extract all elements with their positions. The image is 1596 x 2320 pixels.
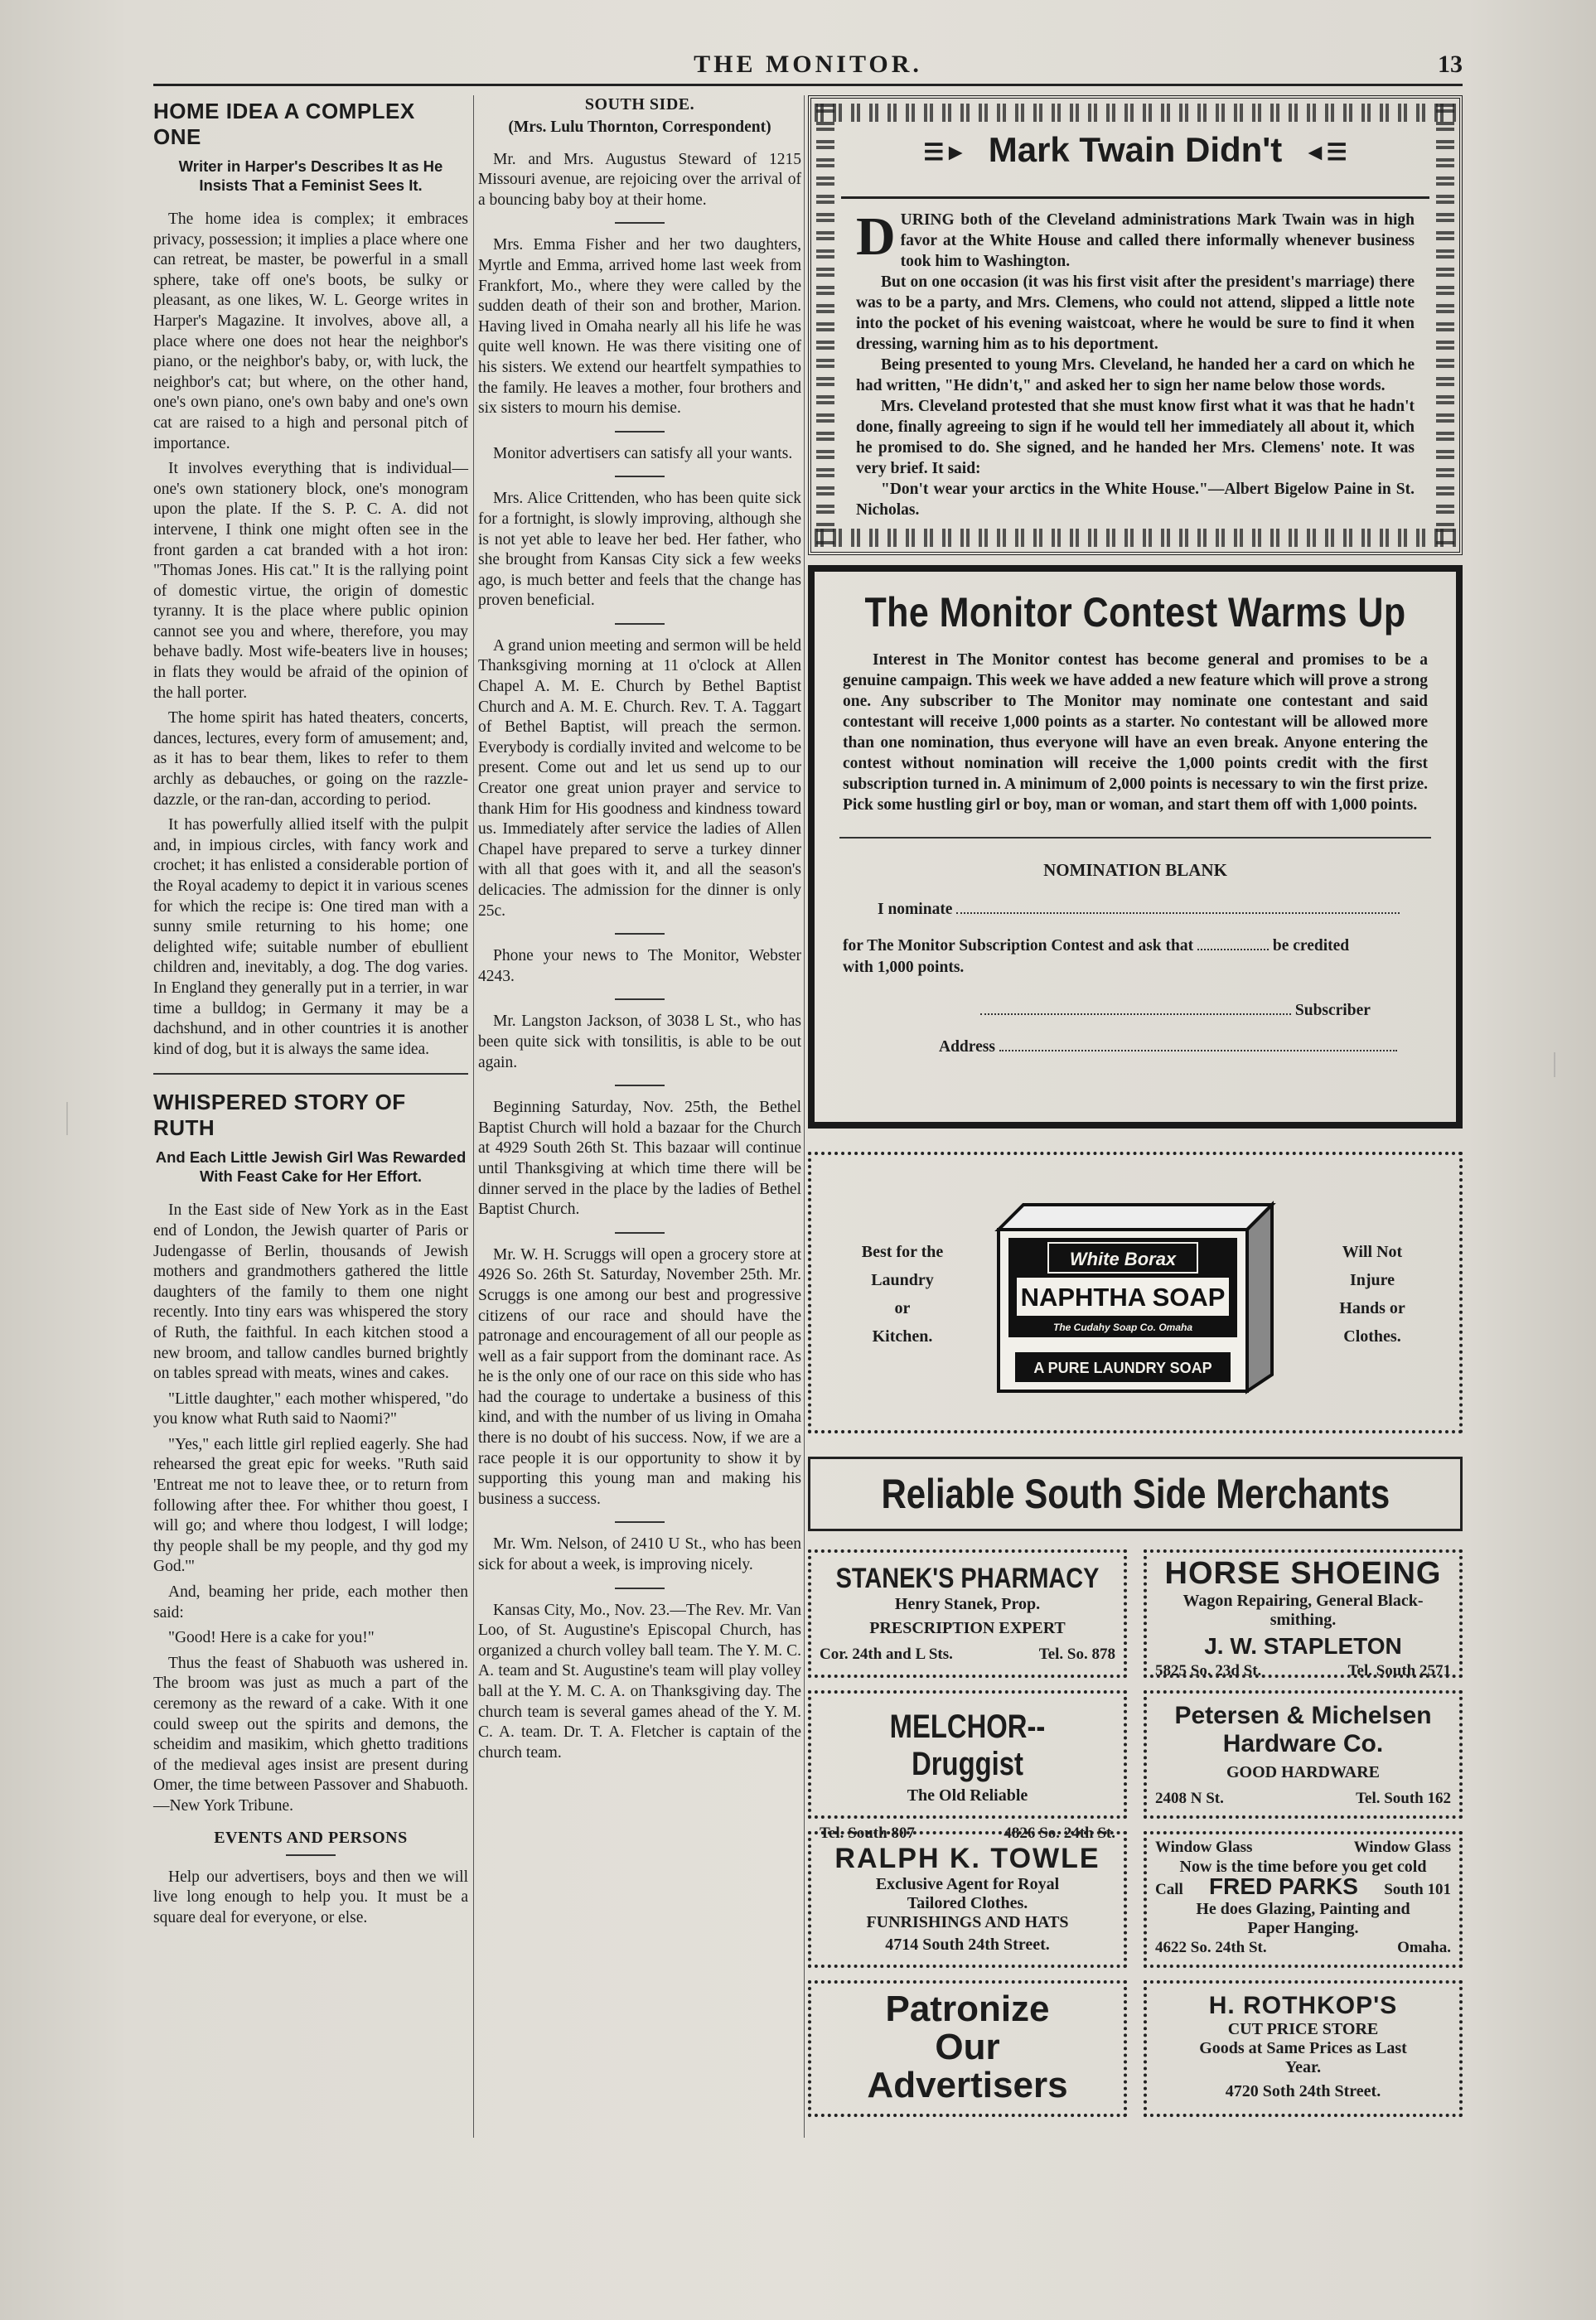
ad-patronize	[808, 1980, 1127, 2117]
merchant-ads-grid	[808, 1549, 1463, 2179]
masthead	[153, 46, 1463, 86]
paragraph: "Yes," each little girl replied eagerly. She had rehearsed the great epic for weeks. "Ruth said 'Entreat me not to leave thee, or to return from following after thee. For whither thou goest, I will go; and where thou lodgest, I will lodge; thy people shall be my people, and thy god my God.'"	[153, 1435, 468, 1576]
news-item: Kansas City, Mo., Nov. 23.—The Rev. Mr. Van Loo, of St. Augustine's Episcopal Church, has organized a church volley ball team. The Y. M. C. A. team and St. Augustine's team will play volley ball at the Y. M. C. A. on Thanksgiving day. The church team is several games ahead of the Y. M. C. A. team. Dr. T. A. Fletcher is captain of the church team.	[478, 1601, 801, 1762]
ad-line: Paper Hanging.	[1247, 1919, 1359, 1937]
tagline: A PURE LAUNDRY SOAP	[1033, 1360, 1212, 1376]
box-top-face	[999, 1205, 1272, 1230]
chain-border-ornament	[816, 104, 834, 547]
ad-h-rothkop	[1144, 1980, 1463, 2117]
subscriber-blank[interactable]	[980, 1013, 1291, 1015]
ad-proprietor: J. W. STAPLETON	[1204, 1633, 1402, 1659]
divider	[615, 1521, 665, 1523]
ad-address: 4720 Soth 24th Street.	[1225, 2082, 1381, 2100]
paragraph: "Don't wear your arctics in the White House."—Albert Bigelow Paine in St. Nicholas.	[856, 481, 1415, 519]
ad-telephone: South 101	[1384, 1881, 1451, 1898]
news-item: Mr. and Mrs. Augustus Steward of 1215 Missouri avenue, are rejoicing over the arrival of a bouncing baby boy at their home.	[478, 150, 801, 209]
paragraph: Being presented to young Mrs. Cleveland, he handed her a card on which he had written, "He didn't," and asked her to sign her name below those words.	[856, 356, 1415, 394]
soap-box-illustration	[990, 1196, 1280, 1395]
soap-advertisement	[808, 1152, 1463, 1433]
ad-line: Year.	[1284, 2058, 1322, 2076]
ad-telephone: Tel. South 162	[1356, 1790, 1451, 1807]
ad-petersen-michelsen	[1144, 1690, 1463, 1819]
ad-row	[811, 1645, 1124, 1665]
nomination-blank-title: NOMINATION BLANK	[1043, 860, 1227, 880]
ad-line: Exclusive Agent for Royal	[875, 1875, 1060, 1893]
divider	[615, 431, 665, 433]
column-rule	[473, 95, 474, 2138]
ad-fred-parks	[1144, 1831, 1463, 1968]
ad-telephone: Tel. South 2571	[1347, 1662, 1451, 1680]
divider	[615, 623, 665, 625]
address-row	[815, 1038, 1456, 1056]
paragraph: Help our advertisers, boys and then we will live long enough to help you. It must be a square deal for everyone, or else.	[153, 1868, 468, 1926]
ad-row	[1147, 1661, 1459, 1681]
ad-line: Window Glass	[1353, 1839, 1451, 1856]
paragraph: Mrs. Cleveland protested that she must know first what it was that he hadn't done, finally agreeing to sign if he would tell her immediately all about it, which he promised to do. She signed, and he handed her Mrs. Clemens' note. It was very brief. It said:	[856, 398, 1415, 477]
divider	[841, 196, 1429, 199]
paragraph: It involves everything that is individual—one's own stationery block, one's monogram upon the plate. If the S. P. C. A. did not intervene, I think one might often see in the front garden a cat branded with a hot iron: "Thomas Jones. His cat." It is the rallying point of domestic virtue, the origin of domestic tyranny. It is the place where public opinion cannot see you and where, therefore, you may behave badly. Most wife-beaters live in houses; in flats they would be afraid of the opinion of the hall porter.	[153, 460, 468, 702]
headline-events: EVENTS AND PERSONS	[214, 1828, 408, 1847]
paragraph: The home idea is complex; it embraces privacy, possession; it implies a place where one can retreat, be master, be powerful in a small sphere, take off one's boots, be sulky or pleasant, as one likes, W. L. George writes in Harper's Magazine. It involves, above all, a place where one does not hear the neighbor's piano, or the neighbor's baby, or, with luck, the neighbor's cat; but where, on the other hand, one's own piano, one's own baby and one's own cat are raised to a high and personal pitch of importance.	[153, 210, 468, 452]
page-number: 13	[1438, 51, 1463, 78]
divider	[615, 476, 665, 477]
ad-line: Injure	[1349, 1271, 1395, 1289]
contest-box	[808, 565, 1463, 1129]
merchants-heading-text: Reliable South Side Merchants	[881, 1471, 1390, 1517]
ornament-icon: ◄☰	[1303, 139, 1347, 166]
ad-name: RALPH K. TOWLE	[834, 1843, 1100, 1874]
contest-title: The Monitor Contest Warms Up	[864, 589, 1406, 636]
scan-mark	[1554, 1052, 1555, 1077]
paragraph: But on one occasion (it was his first visit after the president's marriage) there was to be a party, and Mrs. Clemens, who could not attend, slipped a little note into the pocket of his evening waistcoat, where he would be sure to find it when dressing, warning him as to his deportment.	[856, 273, 1415, 353]
deck-ruth: And Each Little Jewish Girl Was Rewarded With Feast Cake for Her Effort.	[155, 1148, 467, 1186]
ad-line: Laundry	[871, 1271, 934, 1289]
byline: (Mrs. Lulu Thornton, Correspondent)	[508, 118, 771, 136]
twain-title-text: Mark Twain Didn't	[988, 130, 1283, 169]
credited-label: be credited	[1272, 937, 1350, 955]
soap-left-copy	[836, 1238, 969, 1351]
paragraph: And, beaming her pride, each mother then said:	[153, 1583, 468, 1622]
ad-melchor-druggist	[808, 1690, 1127, 1842]
nominate-label: I nominate	[878, 901, 953, 918]
ad-line: Our	[935, 2027, 1000, 2067]
ad-name: MELCHOR--Druggist	[889, 1709, 1046, 1782]
ad-line: Kitchen.	[872, 1327, 933, 1346]
ornament-icon: ☰►	[923, 139, 968, 166]
ad-line: He does Glazing, Painting and	[1196, 1900, 1410, 1918]
ad-telephone: Tel. South 807	[820, 1825, 915, 1842]
news-item: Mrs. Alice Crittenden, who has been quite sick for a fortnight, is slowly improving, although she is not yet able to leave her bed. Her father, who she brought from Kansas City sick a few weeks ago, is much better and feels that the change has proven beneficial.	[478, 490, 801, 610]
paragraph: "Little daughter," each mother whispered, "do you know what Ruth said to Naomi?"	[153, 1390, 468, 1428]
ad-staneks-pharmacy	[808, 1549, 1127, 1678]
ad-address: 2408 N St.	[1155, 1790, 1224, 1807]
ad-line: Tailored Clothes.	[907, 1894, 1028, 1912]
merchants-heading	[808, 1457, 1463, 1531]
column-1	[153, 95, 468, 2142]
paragraph: It has powerfully allied itself with the pulpit and, in impious circles, with fancy work and crochet; it has enlisted a considerable portion of the Royal academy to depict it in various scenes for which the recipe is: One tired man with a sunny smile returning to his home; one delighted wife; suitable number of ebullient children and, inevitably, a dog. The dog varies. In England they generally put in a terrier, in war time a bulldog; in Germany it may be a dachshund, and in other countries it is another kind of dog, but it is always the same idea.	[153, 816, 468, 1058]
ad-line: CUT PRICE STORE	[1227, 2020, 1379, 2038]
brand-main: NAPHTHA SOAP	[1020, 1283, 1226, 1312]
scan-mark	[66, 1102, 68, 1135]
divider	[615, 933, 665, 935]
divider	[615, 1232, 665, 1234]
credit-blank[interactable]	[1197, 949, 1269, 950]
divider	[153, 1073, 468, 1075]
points-label: with 1,000 points.	[843, 959, 965, 976]
ad-line: FUNRISHINGS AND HATS	[866, 1913, 1069, 1931]
ad-line: Window Glass	[1155, 1839, 1253, 1856]
ad-line: Call	[1155, 1881, 1183, 1898]
ad-line: Wagon Repairing, General Black-	[1182, 1592, 1424, 1610]
paragraph: In the East side of New York as in the East end of London, the Jewish quarter of Paris or Judengasse of Berlin, thousands of Jewish mothers and grandmothers gathered the little daughters of the family to them one night recently. Into tiny ears was whispered the story of Ruth, the faithful. In each kitchen stood a new broom, and tallow candles burned brightly on tables spread with meats, wines and cakes.	[153, 1201, 468, 1383]
brand-top: White Borax	[1069, 1249, 1177, 1269]
chain-border-ornament	[815, 104, 1456, 122]
ad-address: 4622 So. 24th St.	[1155, 1939, 1267, 1956]
paragraph-text: URING both of the Cleveland administrations Mark Twain was in high favor at the White House and called there informally whenever business took him to Washington.	[900, 211, 1415, 270]
column-rule	[804, 95, 805, 2138]
news-item: A grand union meeting and sermon will be held Thanksgiving morning at 11 o'clock at Allen Chapel A. M. E. Church by Bethel Baptist Church and A. M. E. Church. Rev. T. A. Taggart of Bethel Baptist, will preach the sermon. Everybody is cordially invited and welcome to be present. Come out and let us send up to our Creator one great union prayer and service to thank Him for His goodness and kindness toward us. Immediately after service the ladies of Allen Chapel have prepared to serve a turkey dinner with all that goes with it, and all the season's delicacies. The admission for the dinner is only 25c.	[478, 636, 801, 920]
ad-address: Cor. 24th and L Sts.	[820, 1646, 953, 1663]
ad-line: Henry Stanek, Prop.	[894, 1595, 1041, 1613]
drop-cap: D	[856, 206, 896, 267]
chain-border-ornament	[1436, 104, 1454, 547]
ad-line: Best for the	[861, 1243, 944, 1261]
news-item: Phone your news to The Monitor, Webster 4243.	[478, 947, 801, 985]
subscriber-label: Subscriber	[1294, 1002, 1371, 1019]
ad-line: Hands or	[1339, 1299, 1405, 1317]
ad-name: Petersen & Michelsen	[1174, 1702, 1432, 1729]
nominee-blank[interactable]	[956, 912, 1400, 914]
soap-right-copy	[1310, 1238, 1434, 1351]
mark-twain-box	[808, 95, 1463, 555]
ad-name: Hardware Co.	[1222, 1730, 1384, 1757]
maker-name: The Cudahy Soap Co. Omaha	[1052, 1322, 1193, 1333]
ad-line: GOOD HARDWARE	[1226, 1763, 1380, 1781]
ad-line: Now is the time before you get cold	[1179, 1858, 1427, 1876]
ad-line: Will Not	[1342, 1243, 1403, 1261]
for-row	[815, 937, 1456, 955]
headline-home-idea: HOME IDEA A COMPLEX ONE	[153, 99, 415, 149]
divider	[615, 1085, 665, 1086]
ad-line: The Old Reliable	[907, 1786, 1028, 1805]
paragraph: Thus the feast of Shabuoth was ushered in. The broom was just as much a part of the ceremony as the reward of a cake. With it one could sweep out the spirits and demons, the scheidim and masikim, which ghetto traditions of the medieval ages insist are present during Omer, the time between Passover and Shabuoth.—New York Tribune.	[153, 1654, 468, 1815]
column-3	[808, 95, 1463, 2142]
subscriber-row	[815, 1002, 1456, 1020]
ad-name: FRED PARKS	[1209, 1873, 1358, 1899]
news-item: Mr. Wm. Nelson, of 2410 U St., who has been sick for about a week, is improving nicely.	[478, 1535, 801, 1574]
paragraph: The home spirit has hated theaters, concerts, dances, lectures, every form of amusement; and, as it has to bear them, likes to refer to them archly as debauches, or going on the razzle-dazzle, or the ran-dan, according to period.	[153, 709, 468, 809]
ad-telephone: Tel. So. 878	[1038, 1646, 1115, 1663]
section-heading-south-side: SOUTH SIDE.	[584, 95, 695, 114]
twain-title	[841, 130, 1429, 188]
paragraph: Interest in The Monitor contest has become general and promises to be a genuine campaign. This week we have added a new feature which will prove a strong one. Any subscriber to The Monitor may nominate one contestant and said contestant will receive 1,000 points as a starter. No contestant will be allowed more than one nomination, thus everyone will have an even break. Anyone entering the contest without nomination will receive the 1,000 points credit with the first subscription turned in. A minimum of 2,000 points is necessary to win the first prize. Pick some hustling girl or boy, man or woman, and start them off with 1,000 points.	[843, 651, 1428, 814]
divider	[615, 998, 665, 1000]
news-item: Monitor advertisers can satisfy all your wants.	[493, 444, 793, 462]
chain-border-ornament	[815, 529, 1456, 547]
news-item: Mr. Langston Jackson, of 3038 L St., who has been quite sick with tonsilitis, is able to be out again.	[478, 1013, 801, 1071]
ad-line: Patronize	[885, 1989, 1050, 2029]
ad-line: Advertisers	[867, 2065, 1068, 2105]
ad-row	[1147, 1789, 1459, 1809]
ad-row	[1147, 1838, 1459, 1858]
address-label: Address	[939, 1038, 995, 1056]
divider	[286, 1854, 336, 1856]
news-item: Mr. W. H. Scruggs will open a grocery store at 4926 So. 26th St. Saturday, November 25th. Mr. Scruggs is one among our best and progressive citizens of our race and should have the patronage and encouragement of all our people as well as a fair support from the dominant race. As he is the only one of our race on this side who has had the courage to undertake a business of this kind, and with the number of us living in Omaha there is no doubt of his success. Now, if we are a race people it is our opportunity to show it by supporting this young man and making his business a success.	[478, 1245, 801, 1508]
ad-city: Omaha.	[1397, 1939, 1451, 1956]
nominate-row	[815, 901, 1456, 919]
ad-horse-shoeing	[1144, 1549, 1463, 1678]
divider	[839, 837, 1431, 839]
column-2	[478, 95, 801, 2142]
points-row	[815, 959, 1456, 977]
ad-line: Clothes.	[1343, 1327, 1401, 1346]
for-label: for The Monitor Subscription Contest and ask that	[843, 937, 1194, 955]
paragraph	[856, 206, 1415, 272]
ad-row	[1147, 1873, 1459, 1900]
divider	[615, 222, 665, 224]
ad-address: 4826 So. 24th St.	[1004, 1825, 1115, 1842]
ad-line: Goods at Same Prices as Last	[1199, 2039, 1407, 2057]
ad-line: smithing.	[1270, 1611, 1337, 1629]
news-item: Mrs. Emma Fisher and her two daughters, Myrtle and Emma, arrived home last week from Frankfort, Mo., where they were called by the sudden death of their son and brother, Marion. Having lived in Omaha nearly all his life he was quite well known. He was there visiting one of his sisters. We extend our heartfelt sympathies to the family. He leaves a mother, four brothers and six sisters to mourn his demise.	[478, 236, 801, 418]
ad-address: 5825 So. 23d St.	[1155, 1662, 1262, 1680]
box-side-face	[1247, 1205, 1272, 1391]
ad-line: PRESCRIPTION EXPERT	[869, 1619, 1066, 1637]
deck-home-idea: Writer in Harper's Describes It as He Insists That a Feminist Sees It.	[178, 157, 443, 194]
ad-name: HORSE SHOEING	[1164, 1556, 1442, 1591]
contest-body	[815, 650, 1456, 815]
divider	[615, 1588, 665, 1589]
paragraph: "Good! Here is a cake for you!"	[168, 1629, 375, 1647]
twain-body	[856, 206, 1415, 520]
headline-ruth: WHISPERED STORY OF RUTH	[153, 1090, 406, 1141]
ad-ralph-k-towle	[808, 1831, 1127, 1968]
ad-line: or	[894, 1299, 911, 1317]
ad-address: 4714 South 24th Street.	[885, 1936, 1050, 1954]
ad-name: H. ROTHKOP'S	[1208, 1992, 1398, 2019]
news-item: Beginning Saturday, Nov. 25th, the Bethel Baptist Church will hold a bazaar for the Church at 4929 South 26th St. This bazaar will continue until Thanksgiving at which time there will be dinner served in the place by the ladies of Bethel Baptist Church.	[478, 1099, 801, 1219]
ad-row	[1147, 1938, 1459, 1958]
masthead-title: THE MONITOR.	[694, 51, 922, 78]
ad-name: STANEK'S PHARMACY	[835, 1563, 1100, 1594]
address-blank[interactable]	[999, 1050, 1397, 1051]
